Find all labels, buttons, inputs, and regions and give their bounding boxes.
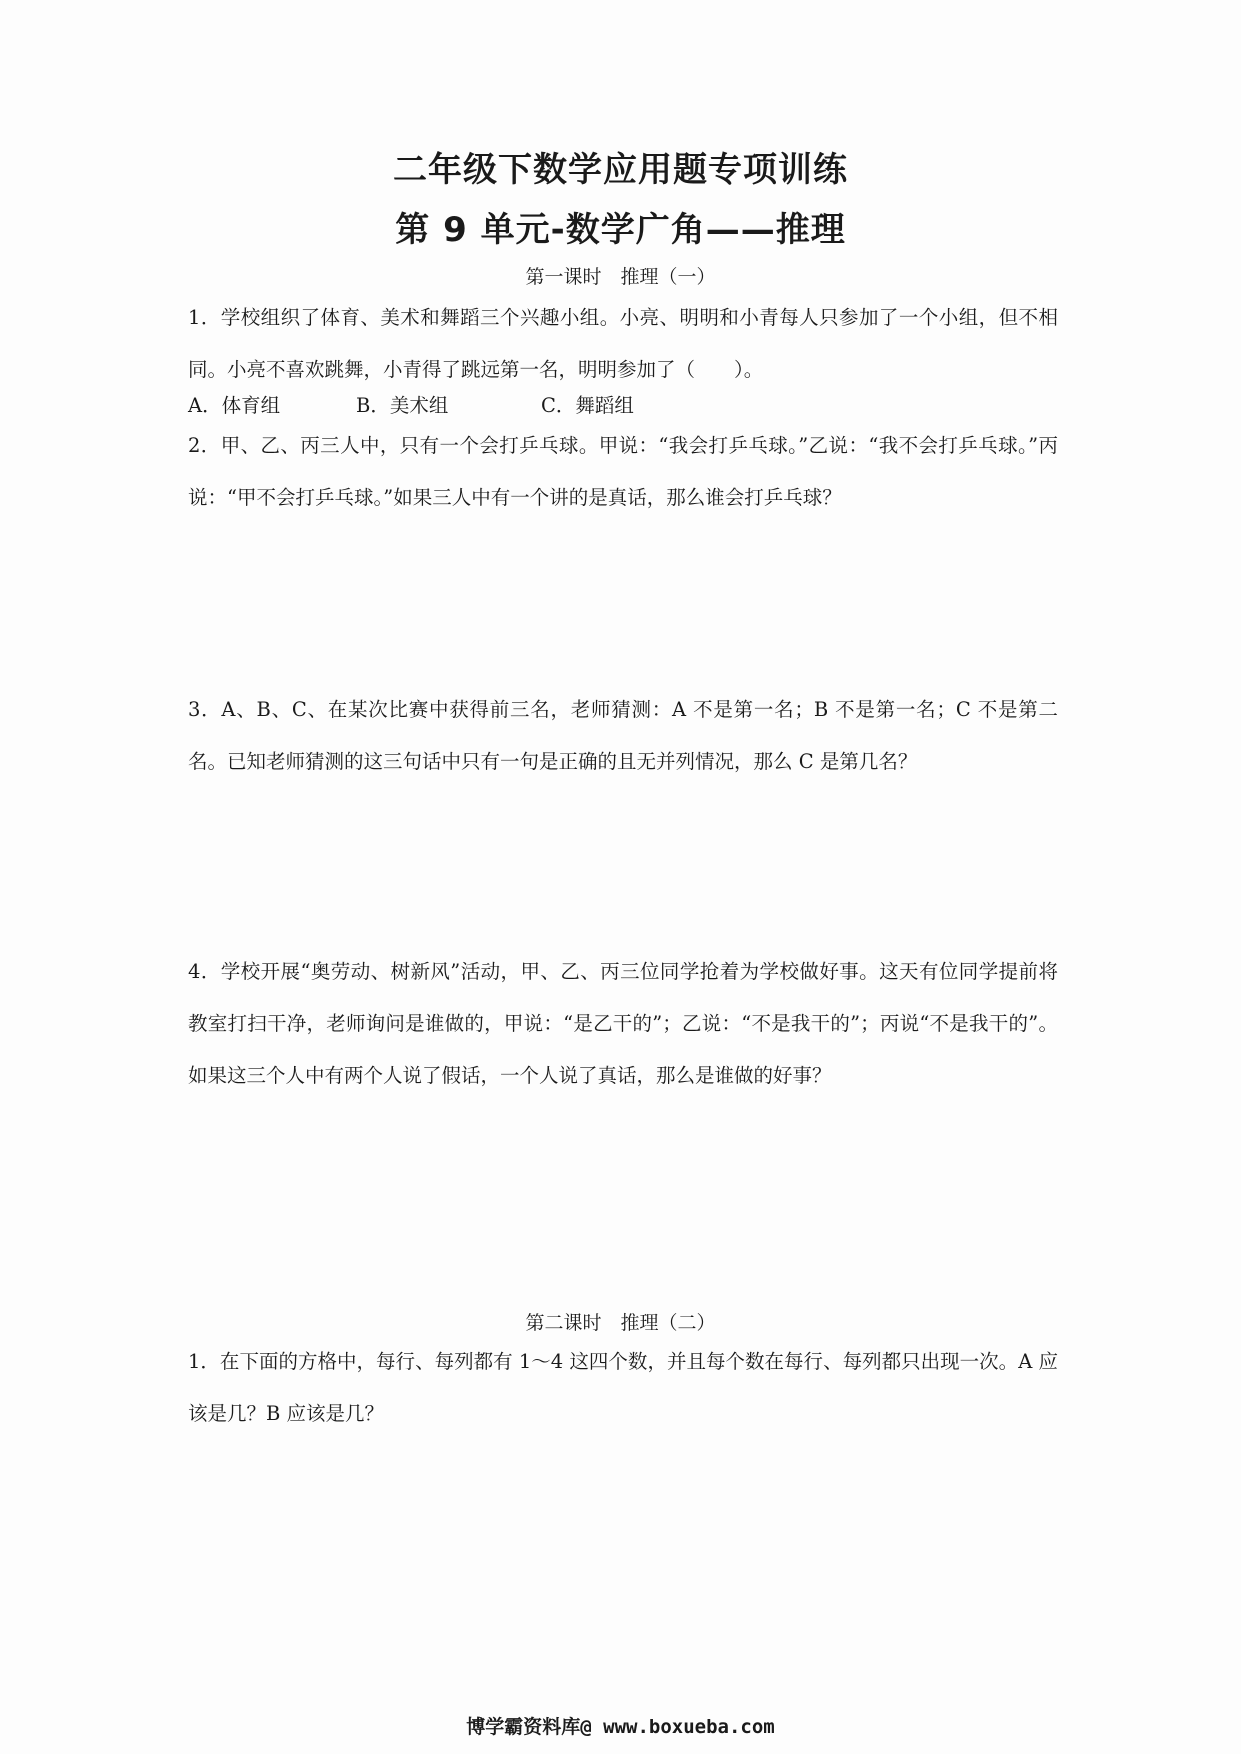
question-4: 4．学校开展“奥劳动、树新风”活动，甲、乙、丙三位同学抢着为学校做好事。这天有位同学提前将教室打扫干净，老师询问是谁做的，甲说：“是乙干的”；乙说：“不是我干的”；丙说“不是我干的”。如果这三个人中有两个人说了假话，一个人说了真话，那么是谁做的好事？ <box>188 960 1058 1087</box>
question-3: 3．A、B、C、在某次比赛中获得前三名，老师猜测：A 不是第一名；B 不是第一名；C 不是第二名。已知老师猜测的这三句话中只有一句是正确的且无并列情况，那么 C 是第几名？ <box>188 698 1058 773</box>
question-1-options <box>188 390 1058 422</box>
option-c: C．舞蹈组 <box>541 394 634 417</box>
lesson2-heading: 第二课时 推理（二） <box>525 1312 716 1334</box>
question-2: 2．甲、乙、丙三人中，只有一个会打乒乓球。甲说：“我会打乒乓球。”乙说：“我不会打乒乓球。”丙说：“甲不会打乒乓球。”如果三人中有一个讲的是真话，那么谁会打乒乓球？ <box>188 434 1058 509</box>
option-a: A．体育组 <box>188 394 281 417</box>
document-subtitle: 第 9 单元-数学广角——推理 <box>395 210 846 250</box>
lesson2-question-1: 1．在下面的方格中，每行、每列都有 1～4 这四个数，并且每个数在每行、每列都只出现一次。A 应该是几？B 应该是几？ <box>188 1350 1058 1425</box>
footer-watermark: 博学霸资料库@ www.boxueba.com <box>466 1716 775 1738</box>
lesson1-heading: 第一课时 推理（一） <box>525 266 716 288</box>
option-b: B．美术组 <box>356 394 449 417</box>
question-1: 1．学校组织了体育、美术和舞蹈三个兴趣小组。小亮、明明和小青每人只参加了一个小组，但不相同。小亮不喜欢跳舞，小青得了跳远第一名，明明参加了（ ）。 <box>188 306 1058 381</box>
document-title: 二年级下数学应用题专项训练 <box>393 150 848 190</box>
